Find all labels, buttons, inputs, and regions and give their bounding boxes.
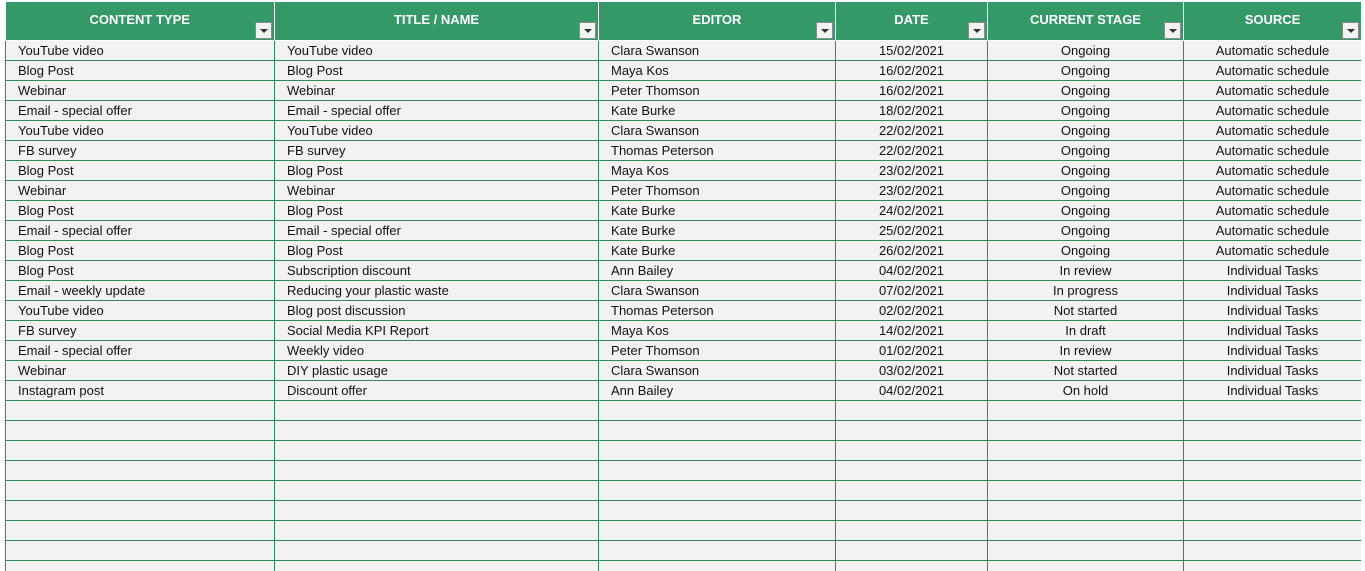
cell-content-type[interactable]: Blog Post xyxy=(6,241,275,261)
cell-current-stage[interactable]: Ongoing xyxy=(988,161,1184,181)
cell-title-name[interactable] xyxy=(275,401,599,421)
cell-content-type[interactable]: Email - special offer xyxy=(6,221,275,241)
table-row xyxy=(6,81,1362,101)
table-row xyxy=(6,241,1362,261)
filter-dropdown-icon[interactable] xyxy=(968,22,985,39)
cell-title-name[interactable]: Weekly video xyxy=(275,341,599,361)
cell-editor[interactable] xyxy=(599,481,836,501)
cell-content-type[interactable]: YouTube video xyxy=(6,41,275,61)
table-row xyxy=(6,101,1362,121)
cell-current-stage[interactable]: Not started xyxy=(988,361,1184,381)
cell-title-name[interactable] xyxy=(275,481,599,501)
table-row xyxy=(6,361,1362,381)
cell-title-name[interactable]: Webinar xyxy=(275,181,599,201)
cell-date[interactable] xyxy=(836,421,988,441)
cell-title-name[interactable]: Webinar xyxy=(275,81,599,101)
cell-content-type[interactable] xyxy=(6,401,275,421)
table-row xyxy=(6,61,1362,81)
cell-current-stage[interactable] xyxy=(988,461,1184,481)
filter-dropdown-icon[interactable] xyxy=(1164,22,1181,39)
table-row xyxy=(6,421,1362,441)
cell-editor[interactable] xyxy=(599,501,836,521)
cell-content-type[interactable]: Blog Post xyxy=(6,261,275,281)
cell-title-name[interactable]: Blog Post xyxy=(275,161,599,181)
cell-source[interactable] xyxy=(1184,421,1362,441)
cell-date[interactable] xyxy=(836,461,988,481)
table-row xyxy=(6,321,1362,341)
cell-content-type[interactable]: Blog Post xyxy=(6,201,275,221)
cell-editor[interactable]: Peter Thomson xyxy=(599,81,836,101)
column-header-label: EDITOR xyxy=(692,11,742,27)
cell-source[interactable]: Individual Tasks xyxy=(1184,261,1362,281)
cell-title-name[interactable]: YouTube video xyxy=(275,41,599,61)
table-row xyxy=(6,461,1362,481)
cell-current-stage[interactable]: In review xyxy=(988,341,1184,361)
column-header-label: DATE xyxy=(894,11,929,27)
cell-source[interactable]: Automatic schedule xyxy=(1184,141,1362,161)
filter-dropdown-icon[interactable] xyxy=(255,22,272,39)
column-header-label: SOURCE xyxy=(1244,11,1301,27)
cell-title-name[interactable] xyxy=(275,461,599,481)
column-header-date[interactable] xyxy=(836,2,988,41)
cell-editor[interactable]: Thomas Peterson xyxy=(599,141,836,161)
cell-editor[interactable] xyxy=(599,541,836,561)
cell-source[interactable] xyxy=(1184,561,1362,571)
cell-editor[interactable] xyxy=(599,521,836,541)
cell-current-stage[interactable]: In progress xyxy=(988,281,1184,301)
cell-title-name[interactable] xyxy=(275,561,599,571)
cell-current-stage[interactable]: In review xyxy=(988,261,1184,281)
cell-content-type[interactable] xyxy=(6,501,275,521)
cell-content-type[interactable] xyxy=(6,561,275,571)
column-header-label: CURRENT STAGE xyxy=(1030,11,1141,27)
filter-dropdown-icon[interactable] xyxy=(816,22,833,39)
column-header-title-name[interactable] xyxy=(275,2,599,41)
cell-editor[interactable]: Clara Swanson xyxy=(599,121,836,141)
cell-content-type[interactable]: Email - weekly update xyxy=(6,281,275,301)
table-row xyxy=(6,301,1362,321)
cell-content-type[interactable]: Email - special offer xyxy=(6,341,275,361)
table-row xyxy=(6,561,1362,571)
cell-title-name[interactable] xyxy=(275,501,599,521)
table-row xyxy=(6,441,1362,461)
table-row xyxy=(6,161,1362,181)
cell-date[interactable]: 26/02/2021 xyxy=(836,241,988,261)
cell-current-stage[interactable]: Ongoing xyxy=(988,221,1184,241)
cell-title-name[interactable]: Blog Post xyxy=(275,201,599,221)
column-header-current-stage[interactable] xyxy=(988,2,1184,41)
cell-current-stage[interactable] xyxy=(988,441,1184,461)
table-row xyxy=(6,381,1362,401)
cell-source[interactable] xyxy=(1184,401,1362,421)
cell-source[interactable] xyxy=(1184,481,1362,501)
cell-title-name[interactable] xyxy=(275,541,599,561)
cell-date[interactable] xyxy=(836,541,988,561)
cell-date[interactable] xyxy=(836,521,988,541)
cell-date[interactable]: 04/02/2021 xyxy=(836,261,988,281)
cell-source[interactable]: Automatic schedule xyxy=(1184,161,1362,181)
cell-date[interactable]: 04/02/2021 xyxy=(836,381,988,401)
cell-title-name[interactable]: Social Media KPI Report xyxy=(275,321,599,341)
cell-source[interactable] xyxy=(1184,521,1362,541)
cell-content-type[interactable] xyxy=(6,521,275,541)
cell-date[interactable] xyxy=(836,561,988,571)
table-row xyxy=(6,221,1362,241)
cell-content-type[interactable]: FB survey xyxy=(6,321,275,341)
cell-editor[interactable]: Peter Thomson xyxy=(599,181,836,201)
cell-title-name[interactable]: FB survey xyxy=(275,141,599,161)
table-body xyxy=(6,41,1362,571)
cell-current-stage[interactable]: Not started xyxy=(988,301,1184,321)
cell-content-type[interactable] xyxy=(6,461,275,481)
cell-source[interactable] xyxy=(1184,461,1362,481)
cell-content-type[interactable]: Webinar xyxy=(6,81,275,101)
cell-source[interactable]: Automatic schedule xyxy=(1184,181,1362,201)
cell-date[interactable] xyxy=(836,401,988,421)
cell-source[interactable]: Automatic schedule xyxy=(1184,221,1362,241)
cell-title-name[interactable]: Reducing your plastic waste xyxy=(275,281,599,301)
cell-current-stage[interactable] xyxy=(988,421,1184,441)
filter-dropdown-icon[interactable] xyxy=(1342,22,1359,39)
table-row xyxy=(6,481,1362,501)
cell-title-name[interactable] xyxy=(275,421,599,441)
cell-title-name[interactable]: Email - special offer xyxy=(275,221,599,241)
cell-editor[interactable]: Peter Thomson xyxy=(599,341,836,361)
cell-editor[interactable]: Ann Bailey xyxy=(599,381,836,401)
cell-editor[interactable] xyxy=(599,441,836,461)
cell-source[interactable]: Automatic schedule xyxy=(1184,121,1362,141)
cell-content-type[interactable] xyxy=(6,421,275,441)
cell-current-stage[interactable] xyxy=(988,541,1184,561)
cell-content-type[interactable]: FB survey xyxy=(6,141,275,161)
table-row xyxy=(6,401,1362,421)
cell-source[interactable]: Individual Tasks xyxy=(1184,321,1362,341)
cell-date[interactable]: 16/02/2021 xyxy=(836,61,988,81)
cell-content-type[interactable] xyxy=(6,481,275,501)
cell-content-type[interactable]: Email - special offer xyxy=(6,101,275,121)
cell-date[interactable]: 18/02/2021 xyxy=(836,101,988,121)
table-row xyxy=(6,261,1362,281)
column-header-label: CONTENT TYPE xyxy=(89,11,190,27)
cell-current-stage[interactable]: Ongoing xyxy=(988,61,1184,81)
column-header-content-type[interactable] xyxy=(6,2,275,41)
cell-editor[interactable]: Kate Burke xyxy=(599,101,836,121)
cell-editor[interactable]: Clara Swanson xyxy=(599,41,836,61)
header-row xyxy=(6,2,1362,41)
cell-source[interactable]: Individual Tasks xyxy=(1184,301,1362,321)
cell-editor[interactable]: Maya Kos xyxy=(599,321,836,341)
content-table xyxy=(5,2,1361,571)
cell-source[interactable] xyxy=(1184,541,1362,561)
cell-source[interactable]: Automatic schedule xyxy=(1184,201,1362,221)
cell-source[interactable]: Individual Tasks xyxy=(1184,381,1362,401)
cell-current-stage[interactable] xyxy=(988,561,1184,571)
cell-content-type[interactable]: Blog Post xyxy=(6,161,275,181)
cell-current-stage[interactable]: Ongoing xyxy=(988,81,1184,101)
table-row xyxy=(6,281,1362,301)
cell-editor[interactable]: Kate Burke xyxy=(599,221,836,241)
cell-editor[interactable]: Maya Kos xyxy=(599,61,836,81)
cell-content-type[interactable]: Instagram post xyxy=(6,381,275,401)
cell-source[interactable]: Individual Tasks xyxy=(1184,281,1362,301)
table-row xyxy=(6,341,1362,361)
table-row xyxy=(6,141,1362,161)
table-row xyxy=(6,181,1362,201)
cell-title-name[interactable]: YouTube video xyxy=(275,121,599,141)
table-row xyxy=(6,541,1362,561)
cell-content-type[interactable]: Blog Post xyxy=(6,61,275,81)
table-row xyxy=(6,201,1362,221)
cell-current-stage[interactable]: Ongoing xyxy=(988,101,1184,121)
cell-current-stage[interactable] xyxy=(988,501,1184,521)
cell-source[interactable]: Automatic schedule xyxy=(1184,81,1362,101)
cell-source[interactable]: Automatic schedule xyxy=(1184,241,1362,261)
cell-source[interactable]: Automatic schedule xyxy=(1184,41,1362,61)
cell-title-name[interactable]: Blog Post xyxy=(275,61,599,81)
cell-current-stage[interactable]: Ongoing xyxy=(988,201,1184,221)
cell-source[interactable] xyxy=(1184,501,1362,521)
filter-dropdown-icon[interactable] xyxy=(579,22,596,39)
cell-editor[interactable]: Kate Burke xyxy=(599,201,836,221)
table-row xyxy=(6,501,1362,521)
cell-date[interactable]: 16/02/2021 xyxy=(836,81,988,101)
cell-editor[interactable] xyxy=(599,401,836,421)
cell-source[interactable]: Automatic schedule xyxy=(1184,101,1362,121)
cell-date[interactable]: 02/02/2021 xyxy=(836,301,988,321)
cell-title-name[interactable]: Blog post discussion xyxy=(275,301,599,321)
cell-current-stage[interactable] xyxy=(988,401,1184,421)
cell-title-name[interactable] xyxy=(275,521,599,541)
cell-source[interactable]: Individual Tasks xyxy=(1184,341,1362,361)
cell-date[interactable]: 25/02/2021 xyxy=(836,221,988,241)
cell-content-type[interactable]: Webinar xyxy=(6,361,275,381)
column-header-source[interactable] xyxy=(1184,2,1362,41)
cell-current-stage[interactable] xyxy=(988,481,1184,501)
cell-editor[interactable] xyxy=(599,461,836,481)
cell-current-stage[interactable]: Ongoing xyxy=(988,141,1184,161)
cell-content-type[interactable]: YouTube video xyxy=(6,301,275,321)
column-header-label: TITLE / NAME xyxy=(393,11,480,27)
cell-date[interactable]: 15/02/2021 xyxy=(836,41,988,61)
cell-content-type[interactable]: Webinar xyxy=(6,181,275,201)
cell-source[interactable] xyxy=(1184,441,1362,461)
cell-date[interactable] xyxy=(836,441,988,461)
cell-current-stage[interactable]: Ongoing xyxy=(988,41,1184,61)
cell-current-stage[interactable]: On hold xyxy=(988,381,1184,401)
cell-current-stage[interactable]: Ongoing xyxy=(988,121,1184,141)
table-row xyxy=(6,521,1362,541)
cell-title-name[interactable]: Blog Post xyxy=(275,241,599,261)
cell-date[interactable]: 03/02/2021 xyxy=(836,361,988,381)
cell-editor[interactable]: Clara Swanson xyxy=(599,281,836,301)
cell-current-stage[interactable]: Ongoing xyxy=(988,241,1184,261)
cell-editor[interactable]: Thomas Peterson xyxy=(599,301,836,321)
cell-source[interactable]: Individual Tasks xyxy=(1184,361,1362,381)
cell-date[interactable]: 22/02/2021 xyxy=(836,121,988,141)
cell-editor[interactable] xyxy=(599,561,836,571)
cell-date[interactable]: 23/02/2021 xyxy=(836,161,988,181)
cell-date[interactable]: 14/02/2021 xyxy=(836,321,988,341)
cell-date[interactable] xyxy=(836,481,988,501)
column-header-editor[interactable] xyxy=(599,2,836,41)
table-row xyxy=(6,121,1362,141)
cell-date[interactable] xyxy=(836,501,988,521)
cell-title-name[interactable]: Subscription discount xyxy=(275,261,599,281)
cell-title-name[interactable]: Discount offer xyxy=(275,381,599,401)
cell-current-stage[interactable]: Ongoing xyxy=(988,181,1184,201)
cell-editor[interactable] xyxy=(599,421,836,441)
cell-source[interactable]: Automatic schedule xyxy=(1184,61,1362,81)
cell-content-type[interactable]: YouTube video xyxy=(6,121,275,141)
cell-title-name[interactable]: DIY plastic usage xyxy=(275,361,599,381)
cell-current-stage[interactable] xyxy=(988,521,1184,541)
cell-date[interactable]: 07/02/2021 xyxy=(836,281,988,301)
cell-editor[interactable]: Kate Burke xyxy=(599,241,836,261)
cell-content-type[interactable] xyxy=(6,441,275,461)
cell-title-name[interactable] xyxy=(275,441,599,461)
cell-content-type[interactable] xyxy=(6,541,275,561)
spreadsheet xyxy=(5,2,1361,571)
table-row xyxy=(6,41,1362,61)
cell-date[interactable]: 22/02/2021 xyxy=(836,141,988,161)
cell-date[interactable]: 23/02/2021 xyxy=(836,181,988,201)
cell-editor[interactable]: Clara Swanson xyxy=(599,361,836,381)
cell-title-name[interactable]: Email - special offer xyxy=(275,101,599,121)
cell-date[interactable]: 01/02/2021 xyxy=(836,341,988,361)
cell-editor[interactable]: Maya Kos xyxy=(599,161,836,181)
cell-date[interactable]: 24/02/2021 xyxy=(836,201,988,221)
cell-current-stage[interactable]: In draft xyxy=(988,321,1184,341)
cell-editor[interactable]: Ann Bailey xyxy=(599,261,836,281)
